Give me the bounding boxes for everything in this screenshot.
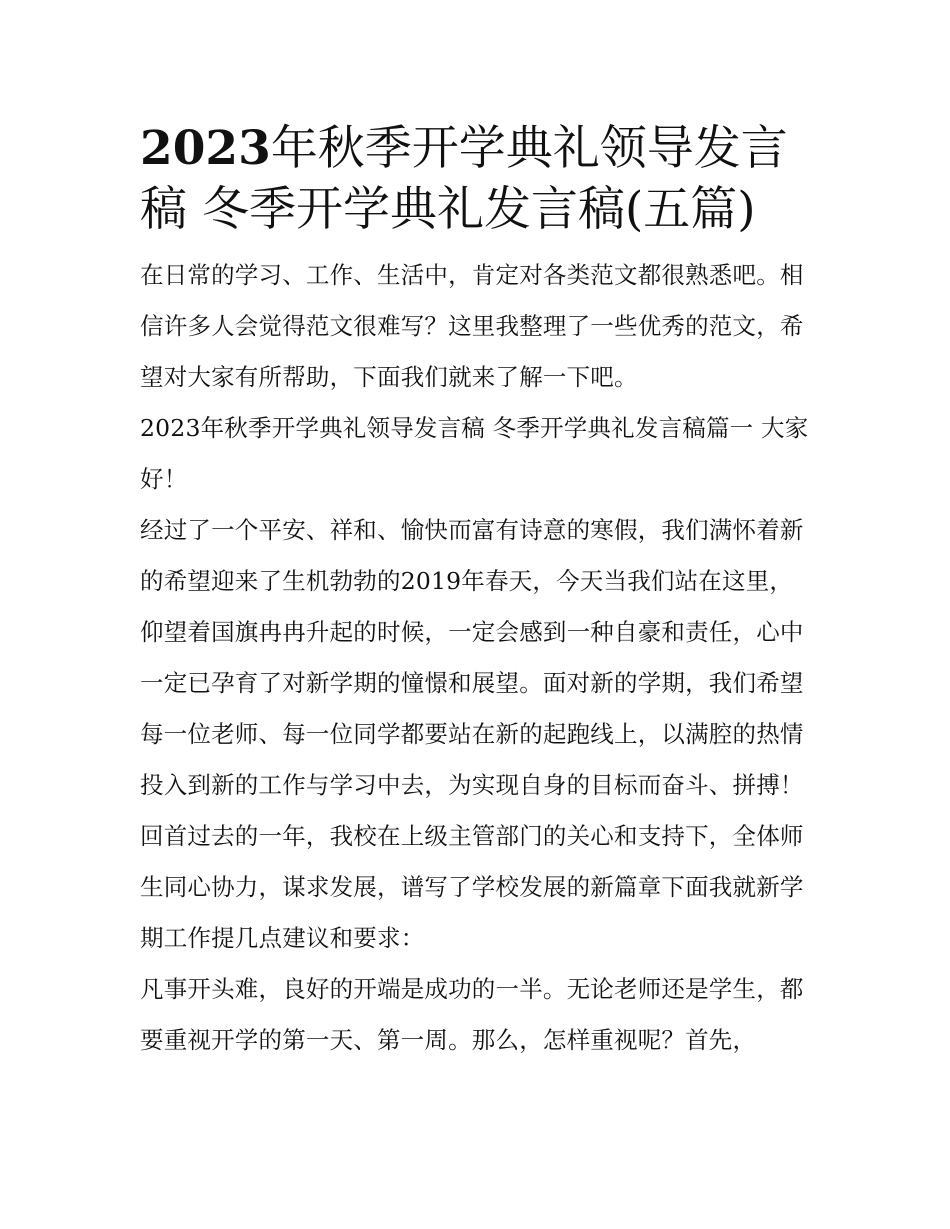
paragraph-speech-main: 经过了一个平安、祥和、愉快而富有诗意的寒假，我们满怀着新的希望迎来了生机勃勃的2019年春天，今天当我们站在这里，仰望着国旗冉冉升起的时候，一定会感到一种自豪和责任，心中一定已孕育了对新学期的憧憬和展望。面对新的学期，我们希望每一位老师、每一位同学都要站在新的起跑线上，以满腔的热情投入到新的工作与学习中去，为实现自身的目标而奋斗、拼搏！回首过去的一年，我校在上级主管部门的关心和支持下，全体师生同心协力，谋求发展，谱写了学校发展的新篇章下面我就新学期工作提几点建议和要求：	[140, 516, 804, 952]
document-page	[140, 118, 812, 1066]
title-year: 2023	[140, 121, 271, 176]
paragraph-intro: 在日常的学习、工作、生活中，肯定对各类范文都很熟悉吧。相信许多人会觉得范文很难写？这里我整理了一些优秀的范文，希望对大家有所帮助，下面我们就来了解一下吧。	[140, 261, 804, 391]
document-title	[140, 118, 812, 240]
paragraph-speech-continued: 凡事开头难，良好的开端是成功的一半。无论老师还是学生，都要重视开学的第一天、第一周。那么，怎样重视呢？首先，	[140, 975, 804, 1054]
title-text: 年秋季开学典礼领导发言稿 冬季开学典礼发言稿(五篇)	[140, 121, 788, 237]
paragraph-section-heading: 2023年秋季开学典礼领导发言稿 冬季开学典礼发言稿篇一 大家好！	[140, 414, 809, 493]
document-body	[140, 250, 812, 1066]
